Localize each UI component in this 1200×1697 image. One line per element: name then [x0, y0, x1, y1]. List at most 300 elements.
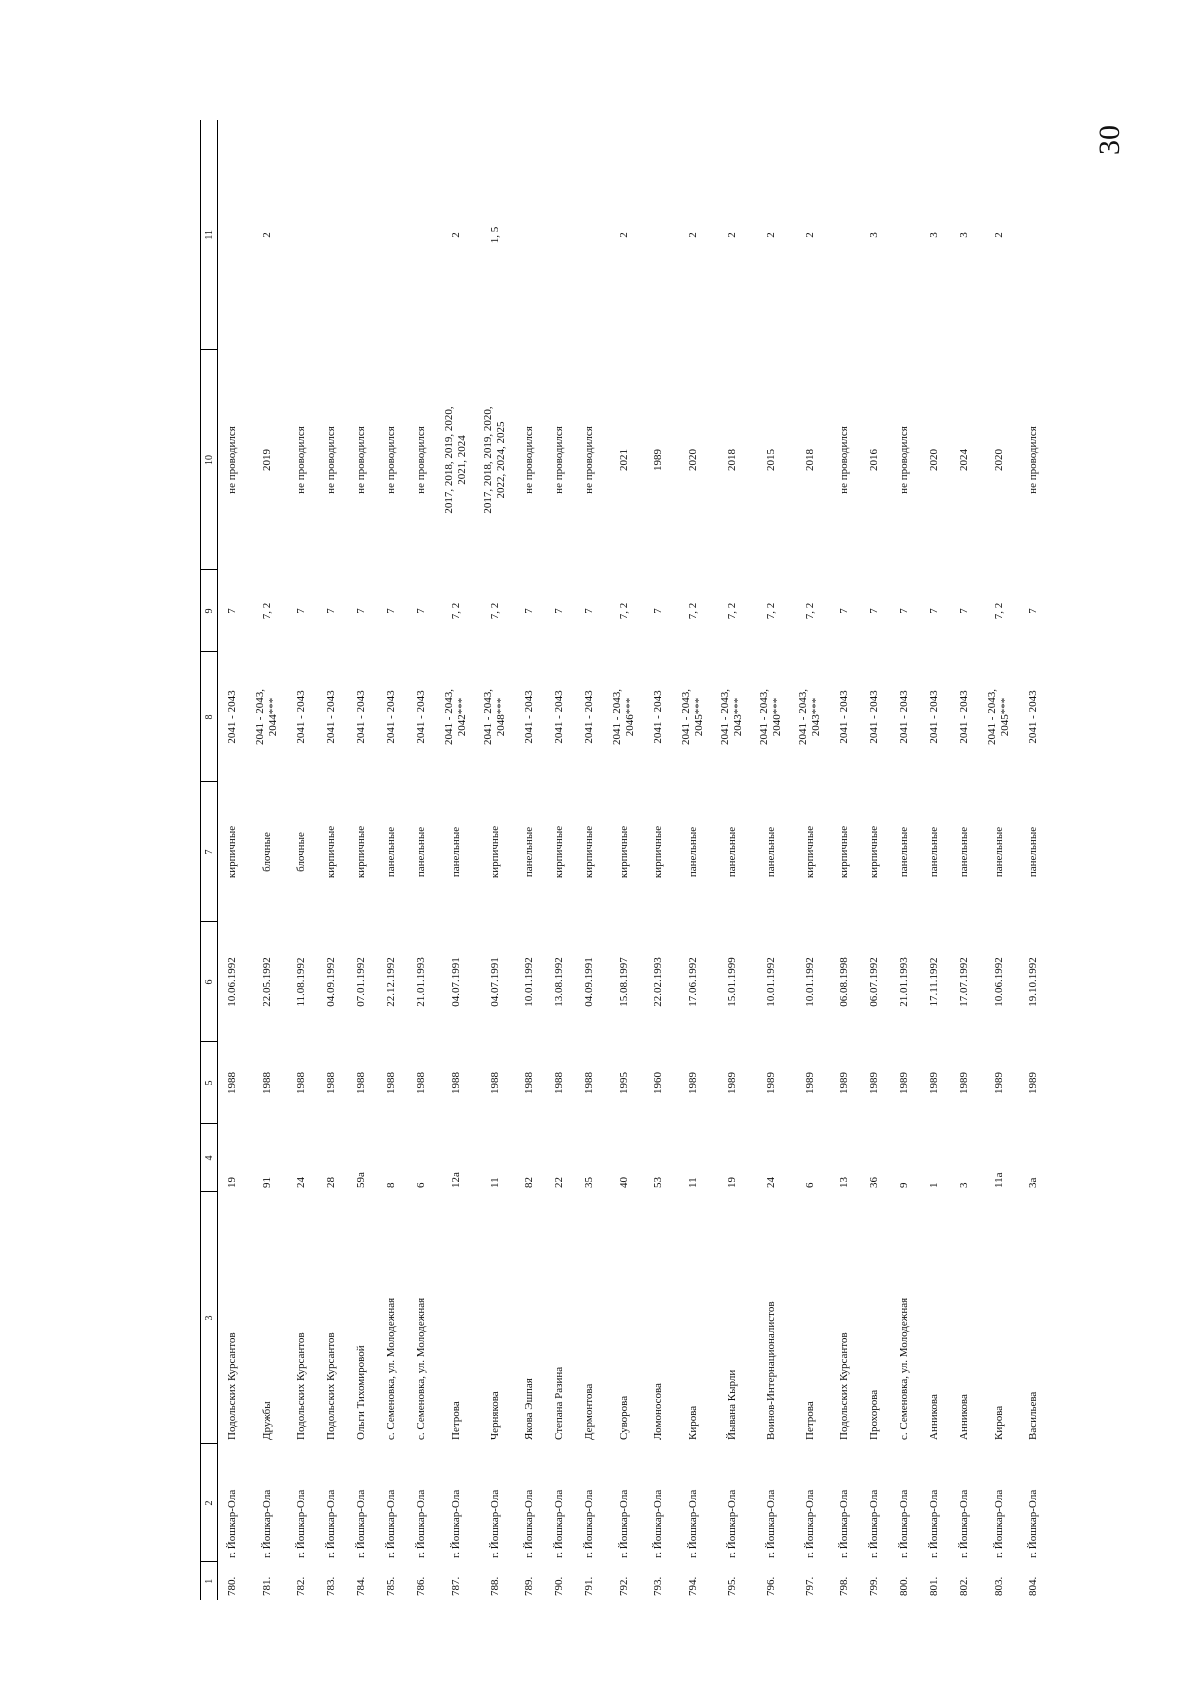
- table-row: [752, 120, 791, 1600]
- build-year-cell: 1988: [488, 1072, 501, 1094]
- city-cell: г. Йошкар-Ола: [325, 1489, 338, 1558]
- wall-material-cell: панельные: [764, 826, 777, 878]
- column-11-cell: [287, 120, 317, 350]
- planned-period-cell: [377, 652, 407, 782]
- rotated-table-container: [200, 120, 1200, 1600]
- column-9-cell: 7: [553, 608, 566, 614]
- house-number-cell: 82: [523, 1177, 536, 1188]
- street-cell: Кирова: [686, 1405, 699, 1440]
- street-cell: Ломоносова: [652, 1383, 665, 1440]
- planned-period-cell: [317, 652, 347, 782]
- city-cell: г. Йошкар-Ола: [523, 1489, 536, 1558]
- row-number: 787.: [449, 1576, 462, 1596]
- planned-period-cell: [575, 652, 605, 782]
- street-cell: Анникова: [928, 1394, 941, 1440]
- wall-material-cell: кирпичные: [617, 825, 630, 879]
- house-number-cell: 9: [898, 1182, 911, 1188]
- repair-years-cell-line: 1989: [652, 449, 665, 471]
- planned-period-cell: [287, 652, 317, 782]
- planned-period-cell-line: 2041 - 2043: [295, 690, 308, 744]
- row-number: 802.: [958, 1576, 971, 1596]
- column-11-cell: 3: [928, 232, 941, 238]
- wall-material-cell: кирпичные: [355, 825, 368, 879]
- column-11-cell: 3: [958, 232, 971, 238]
- street-cell: Анникова: [958, 1394, 971, 1440]
- planned-period-cell: [248, 652, 287, 782]
- build-year-cell: 1995: [617, 1072, 630, 1094]
- table-row: [890, 120, 920, 1600]
- column-11-cell: [890, 120, 920, 350]
- repair-years-cell: [248, 350, 287, 570]
- house-number-cell: 24: [295, 1177, 308, 1188]
- wall-material-cell: блочные: [295, 832, 308, 872]
- date-cell: 10.06.1992: [992, 957, 1005, 1007]
- column-9-cell: 7: [898, 608, 911, 614]
- repair-years-cell-line: не проводился: [295, 426, 308, 494]
- date-cell: 21.01.1993: [415, 957, 428, 1007]
- date-cell: 04.07.1991: [449, 957, 462, 1007]
- column-11-cell: [347, 120, 377, 350]
- column-9-cell: 7, 2: [617, 602, 630, 620]
- wall-material-cell: панельные: [385, 826, 398, 878]
- city-cell: г. Йошкар-Ола: [928, 1489, 941, 1558]
- row-number: 796.: [764, 1576, 777, 1596]
- repair-years-cell: [377, 350, 407, 570]
- table-row: [605, 120, 644, 1600]
- wall-material-cell: кирпичные: [488, 825, 501, 879]
- date-cell: 04.09.1992: [325, 957, 338, 1007]
- build-year-cell: 1989: [928, 1072, 941, 1094]
- table-row: [347, 120, 377, 1600]
- street-cell: Подольских Курсантов: [295, 1332, 308, 1440]
- repair-years-cell: [920, 350, 950, 570]
- date-cell: 17.11.1992: [928, 957, 941, 1007]
- table-row: [545, 120, 575, 1600]
- build-year-cell: 1989: [764, 1072, 777, 1094]
- planned-period-cell-line: 2041 - 2043: [325, 690, 338, 744]
- planned-period-cell-line: 2042***: [456, 697, 468, 737]
- planned-period-cell: [218, 652, 248, 782]
- column-header: 4: [201, 1124, 218, 1192]
- planned-period-cell: [752, 652, 791, 782]
- date-cell: 04.07.1991: [488, 957, 501, 1007]
- city-cell: г. Йошкар-Ола: [385, 1489, 398, 1558]
- repair-years-cell-line: не проводился: [1027, 426, 1040, 494]
- build-year-cell: 1988: [583, 1072, 596, 1094]
- city-cell: г. Йошкар-Ола: [992, 1489, 1005, 1558]
- repair-years-cell: [860, 350, 890, 570]
- column-11-cell: 2: [764, 232, 777, 238]
- repair-years-cell: [218, 350, 248, 570]
- row-number: 780.: [226, 1576, 239, 1596]
- table-row: [476, 120, 515, 1600]
- planned-period-cell-line: 2041 - 2043: [928, 690, 941, 744]
- planned-period-cell-line: 2043***: [810, 697, 822, 737]
- planned-period-cell: [437, 652, 476, 782]
- row-number: 800.: [898, 1576, 911, 1596]
- repair-years-cell-line: не проводился: [553, 426, 566, 494]
- house-number-cell: 12а: [449, 1172, 462, 1188]
- planned-period-cell-line: 2041 - 2043: [958, 690, 971, 744]
- repair-years-cell-line: 2017, 2018, 2019, 2020,: [443, 406, 456, 514]
- build-year-cell: 1960: [652, 1072, 665, 1094]
- table-row: [437, 120, 476, 1600]
- planned-period-cell-line: 2043***: [732, 697, 744, 737]
- house-number-cell: 40: [617, 1177, 630, 1188]
- column-header: 8: [201, 652, 218, 782]
- city-cell: г. Йошкар-Ола: [355, 1489, 368, 1558]
- planned-period-cell-line: 2048***: [495, 697, 507, 737]
- build-year-cell: 1988: [260, 1072, 273, 1094]
- column-9-cell: 7: [355, 608, 368, 614]
- build-year-cell: 1989: [868, 1072, 881, 1094]
- wall-material-cell: кирпичные: [553, 825, 566, 879]
- table-row: [377, 120, 407, 1600]
- house-number-cell: 53: [652, 1177, 665, 1188]
- house-number-cell: 24: [764, 1177, 777, 1188]
- planned-period-cell-line: 2041 - 2043,: [254, 689, 267, 745]
- date-cell: 10.01.1992: [803, 957, 816, 1007]
- wall-material-cell: кирпичные: [226, 825, 239, 879]
- date-cell: 10.01.1992: [523, 957, 536, 1007]
- planned-period-cell: [1019, 652, 1049, 782]
- street-cell: с. Семеновка, ул. Молодежная: [898, 1297, 911, 1440]
- street-cell: Кирова: [992, 1405, 1005, 1440]
- house-number-cell: 19: [226, 1177, 239, 1188]
- planned-period-cell: [791, 652, 830, 782]
- repair-years-cell-line: 2018: [803, 449, 816, 471]
- planned-period-cell: [347, 652, 377, 782]
- row-number: 804.: [1027, 1576, 1040, 1596]
- date-cell: 15.01.1999: [725, 957, 738, 1007]
- repair-years-cell: [605, 350, 644, 570]
- repair-years-cell: [752, 350, 791, 570]
- date-cell: 13.08.1992: [553, 957, 566, 1007]
- repair-years-cell-line: 2020: [928, 449, 941, 471]
- repair-years-cell-line: не проводился: [523, 426, 536, 494]
- column-9-cell: 7: [1027, 608, 1040, 614]
- column-9-cell: 7: [385, 608, 398, 614]
- table-header: [201, 120, 218, 1600]
- repair-years-cell-line: не проводился: [226, 426, 239, 494]
- repair-years-cell: [317, 350, 347, 570]
- build-year-cell: 1989: [725, 1072, 738, 1094]
- street-cell: Подольских Курсантов: [838, 1332, 851, 1440]
- table-row: [407, 120, 437, 1600]
- city-cell: г. Йошкар-Ола: [868, 1489, 881, 1558]
- column-9-cell: 7: [523, 608, 536, 614]
- repair-years-cell: [980, 350, 1019, 570]
- table-row: [860, 120, 890, 1600]
- row-number: 783.: [325, 1576, 338, 1596]
- repair-years-cell-line: не проводился: [898, 426, 911, 494]
- column-9-cell: 7, 2: [764, 602, 777, 620]
- planned-period-cell-line: 2041 - 2043: [838, 690, 851, 744]
- date-cell: 19.10.1992: [1027, 957, 1040, 1007]
- wall-material-cell: панельные: [958, 826, 971, 878]
- city-cell: г. Йошкар-Ола: [226, 1489, 239, 1558]
- page-number: 30: [1093, 125, 1126, 155]
- repair-years-cell-line: не проводился: [385, 426, 398, 494]
- planned-period-cell-line: 2041 - 2043,: [482, 689, 495, 745]
- repair-years-cell: [791, 350, 830, 570]
- repair-years-cell: [1019, 350, 1049, 570]
- house-number-cell: 8: [385, 1182, 398, 1188]
- wall-material-cell: кирпичные: [868, 825, 881, 879]
- planned-period-cell-line: 2045***: [693, 697, 705, 737]
- house-number-cell: 28: [325, 1177, 338, 1188]
- column-9-cell: 7, 2: [686, 602, 699, 620]
- table-row: [218, 120, 248, 1600]
- column-11-cell: [407, 120, 437, 350]
- column-11-cell: 2: [992, 232, 1005, 238]
- planned-period-cell: [860, 652, 890, 782]
- repair-years-cell: [287, 350, 317, 570]
- city-cell: г. Йошкар-Ола: [958, 1489, 971, 1558]
- column-11-cell: [1019, 120, 1049, 350]
- city-cell: г. Йошкар-Ола: [686, 1489, 699, 1558]
- date-cell: 22.02.1993: [652, 957, 665, 1007]
- row-number: 801.: [928, 1576, 941, 1596]
- table-row: [950, 120, 980, 1600]
- wall-material-cell: блочные: [260, 832, 273, 872]
- house-number-cell: 59а: [355, 1172, 368, 1188]
- date-cell: 10.06.1992: [226, 957, 239, 1007]
- column-11-cell: [830, 120, 860, 350]
- city-cell: г. Йошкар-Ола: [764, 1489, 777, 1558]
- column-11-cell: 2: [260, 232, 273, 238]
- planned-period-cell-line: 2045***: [999, 697, 1011, 737]
- table-row: [1019, 120, 1049, 1600]
- build-year-cell: 1988: [449, 1072, 462, 1094]
- city-cell: г. Йошкар-Ола: [260, 1489, 273, 1558]
- row-number: 803.: [992, 1576, 1005, 1596]
- house-number-cell: 11: [686, 1177, 699, 1188]
- repair-years-cell: [407, 350, 437, 570]
- row-number: 790.: [553, 1576, 566, 1596]
- planned-period-cell-line: 2041 - 2043,: [758, 689, 771, 745]
- table-row: [830, 120, 860, 1600]
- build-year-cell: 1988: [415, 1072, 428, 1094]
- build-year-cell: 1988: [295, 1072, 308, 1094]
- column-11-cell: [218, 120, 248, 350]
- table-row: [287, 120, 317, 1600]
- date-cell: 21.01.1993: [898, 957, 911, 1007]
- house-number-cell: 91: [260, 1177, 273, 1188]
- street-cell: Петрова: [803, 1401, 816, 1440]
- row-number: 799.: [868, 1576, 881, 1596]
- planned-period-cell-line: 2041 - 2043: [898, 690, 911, 744]
- planned-period-cell: [713, 652, 752, 782]
- repair-years-cell: [713, 350, 752, 570]
- repair-years-cell: [437, 350, 476, 570]
- column-header: 9: [201, 570, 218, 652]
- column-11-cell: [644, 120, 674, 350]
- city-cell: г. Йошкар-Ола: [803, 1489, 816, 1558]
- planned-period-cell-line: 2041 - 2043: [226, 690, 239, 744]
- street-cell: с. Семеновка, ул. Молодежная: [415, 1297, 428, 1440]
- row-number: 791.: [583, 1576, 596, 1596]
- planned-period-cell-line: 2041 - 2043: [523, 690, 536, 744]
- repair-years-cell: [830, 350, 860, 570]
- column-header: 3: [201, 1192, 218, 1444]
- column-9-cell: 7: [958, 608, 971, 614]
- column-11-cell: 2: [803, 232, 816, 238]
- planned-period-cell: [890, 652, 920, 782]
- repair-years-cell-line: 2020: [992, 449, 1005, 471]
- wall-material-cell: панельные: [415, 826, 428, 878]
- column-9-cell: 7: [415, 608, 428, 614]
- repair-years-cell-line: не проводился: [325, 426, 338, 494]
- column-11-cell: 3: [868, 232, 881, 238]
- planned-period-cell-line: 2040***: [771, 697, 783, 737]
- column-header: 6: [201, 922, 218, 1042]
- street-cell: Суворова: [617, 1395, 630, 1440]
- column-9-cell: 7: [325, 608, 338, 614]
- planned-period-cell-line: 2041 - 2043: [583, 690, 596, 744]
- build-year-cell: 1989: [838, 1072, 851, 1094]
- repair-years-cell-line: 2021: [617, 449, 630, 471]
- street-cell: Дружбы: [260, 1401, 273, 1440]
- repair-years-cell: [476, 350, 515, 570]
- planned-period-cell: [407, 652, 437, 782]
- city-cell: г. Йошкар-Ола: [898, 1489, 911, 1558]
- table-row: [644, 120, 674, 1600]
- column-9-cell: 7: [868, 608, 881, 614]
- row-number: 788.: [488, 1576, 501, 1596]
- build-year-cell: 1988: [355, 1072, 368, 1094]
- column-9-cell: 7: [838, 608, 851, 614]
- build-year-cell: 1988: [523, 1072, 536, 1094]
- planned-period-cell-line: 2041 - 2043,: [680, 689, 693, 745]
- city-cell: г. Йошкар-Ола: [1027, 1489, 1040, 1558]
- repair-years-cell: [515, 350, 545, 570]
- column-11-cell: 1, 5: [488, 226, 501, 244]
- repair-years-cell-line: 2016: [868, 449, 881, 471]
- wall-material-cell: панельные: [898, 826, 911, 878]
- date-cell: 22.05.1992: [260, 957, 273, 1007]
- date-cell: 04.09.1991: [583, 957, 596, 1007]
- column-header: 10: [201, 350, 218, 570]
- city-cell: г. Йошкар-Ола: [583, 1489, 596, 1558]
- table-row: [575, 120, 605, 1600]
- wall-material-cell: кирпичные: [652, 825, 665, 879]
- row-number: 794.: [686, 1576, 699, 1596]
- date-cell: 06.08.1998: [838, 957, 851, 1007]
- table-row: [791, 120, 830, 1600]
- column-9-cell: 7, 2: [488, 602, 501, 620]
- planned-period-cell-line: 2046***: [624, 697, 636, 737]
- house-number-cell: 22: [553, 1177, 566, 1188]
- column-header: 11: [201, 120, 218, 350]
- planned-period-cell: [545, 652, 575, 782]
- house-number-cell: 3а: [1027, 1177, 1040, 1188]
- street-cell: Воинов-Интернационалистов: [764, 1301, 777, 1440]
- column-9-cell: 7: [295, 608, 308, 614]
- build-year-cell: 1988: [553, 1072, 566, 1094]
- date-cell: 10.01.1992: [764, 957, 777, 1007]
- column-9-cell: 7: [928, 608, 941, 614]
- planned-period-cell: [515, 652, 545, 782]
- column-11-cell: 2: [686, 232, 699, 238]
- planned-period-cell: [980, 652, 1019, 782]
- planned-period-cell-line: 2041 - 2043: [868, 690, 881, 744]
- repair-years-cell: [575, 350, 605, 570]
- wall-material-cell: панельные: [928, 826, 941, 878]
- city-cell: г. Йошкар-Ола: [295, 1489, 308, 1558]
- repair-years-cell-line: 2021, 2024: [456, 435, 468, 485]
- street-cell: Подольских Курсантов: [226, 1332, 239, 1440]
- planned-period-cell-line: 2041 - 2043: [553, 690, 566, 744]
- street-cell: Степана Разина: [553, 1366, 566, 1440]
- column-9-cell: 7: [652, 608, 665, 614]
- wall-material-cell: панельные: [523, 826, 536, 878]
- wall-material-cell: панельные: [992, 826, 1005, 878]
- city-cell: г. Йошкар-Ола: [838, 1489, 851, 1558]
- row-number: 785.: [385, 1576, 398, 1596]
- row-number: 795.: [725, 1576, 738, 1596]
- street-cell: Подольских Курсантов: [325, 1332, 338, 1440]
- table-row: [674, 120, 713, 1600]
- row-number: 781.: [260, 1576, 273, 1596]
- street-cell: Петрова: [449, 1401, 462, 1440]
- city-cell: г. Йошкар-Ола: [553, 1489, 566, 1558]
- column-9-cell: 7, 2: [725, 602, 738, 620]
- table-row: [980, 120, 1019, 1600]
- repair-years-cell-line: 2019: [260, 449, 273, 471]
- date-cell: 17.07.1992: [958, 957, 971, 1007]
- column-9-cell: 7: [226, 608, 239, 614]
- planned-period-cell: [605, 652, 644, 782]
- row-number: 792.: [617, 1576, 630, 1596]
- city-cell: г. Йошкар-Ола: [488, 1489, 501, 1558]
- house-number-cell: 1: [928, 1182, 941, 1188]
- repair-years-cell-line: 2015: [764, 449, 777, 471]
- repair-years-cell-line: 2017, 2018, 2019, 2020,: [482, 406, 495, 514]
- row-number: 798.: [838, 1576, 851, 1596]
- build-year-cell: 1988: [325, 1072, 338, 1094]
- planned-period-cell-line: 2041 - 2043: [385, 690, 398, 744]
- repair-years-cell-line: не проводился: [355, 426, 368, 494]
- planned-period-cell-line: 2041 - 2043: [652, 690, 665, 744]
- build-year-cell: 1988: [385, 1072, 398, 1094]
- house-number-cell: 6: [415, 1182, 428, 1188]
- table-row: [515, 120, 545, 1600]
- planned-period-cell-line: 2041 - 2043: [1027, 690, 1040, 744]
- planned-period-cell-line: 2041 - 2043: [415, 690, 428, 744]
- build-year-cell: 1989: [898, 1072, 911, 1094]
- build-year-cell: 1989: [992, 1072, 1005, 1094]
- wall-material-cell: панельные: [686, 826, 699, 878]
- planned-period-cell: [920, 652, 950, 782]
- table-row: [317, 120, 347, 1600]
- column-11-cell: 2: [617, 232, 630, 238]
- date-cell: 07.01.1992: [355, 957, 368, 1007]
- build-year-cell: 1989: [803, 1072, 816, 1094]
- repair-years-cell-line: 2020: [686, 449, 699, 471]
- column-header: 5: [201, 1042, 218, 1124]
- planned-period-cell-line: 2044***: [267, 697, 279, 737]
- build-year-cell: 1989: [1027, 1072, 1040, 1094]
- column-header: 1: [201, 1562, 218, 1600]
- repair-years-cell-line: 2018: [725, 449, 738, 471]
- street-cell: Якова Эшпая: [523, 1378, 536, 1440]
- street-cell: с. Семеновка, ул. Молодежная: [385, 1297, 398, 1440]
- column-11-cell: [545, 120, 575, 350]
- date-cell: 15.08.1997: [617, 957, 630, 1007]
- planned-period-cell-line: 2041 - 2043,: [443, 689, 456, 745]
- planned-period-cell-line: 2041 - 2043: [355, 690, 368, 744]
